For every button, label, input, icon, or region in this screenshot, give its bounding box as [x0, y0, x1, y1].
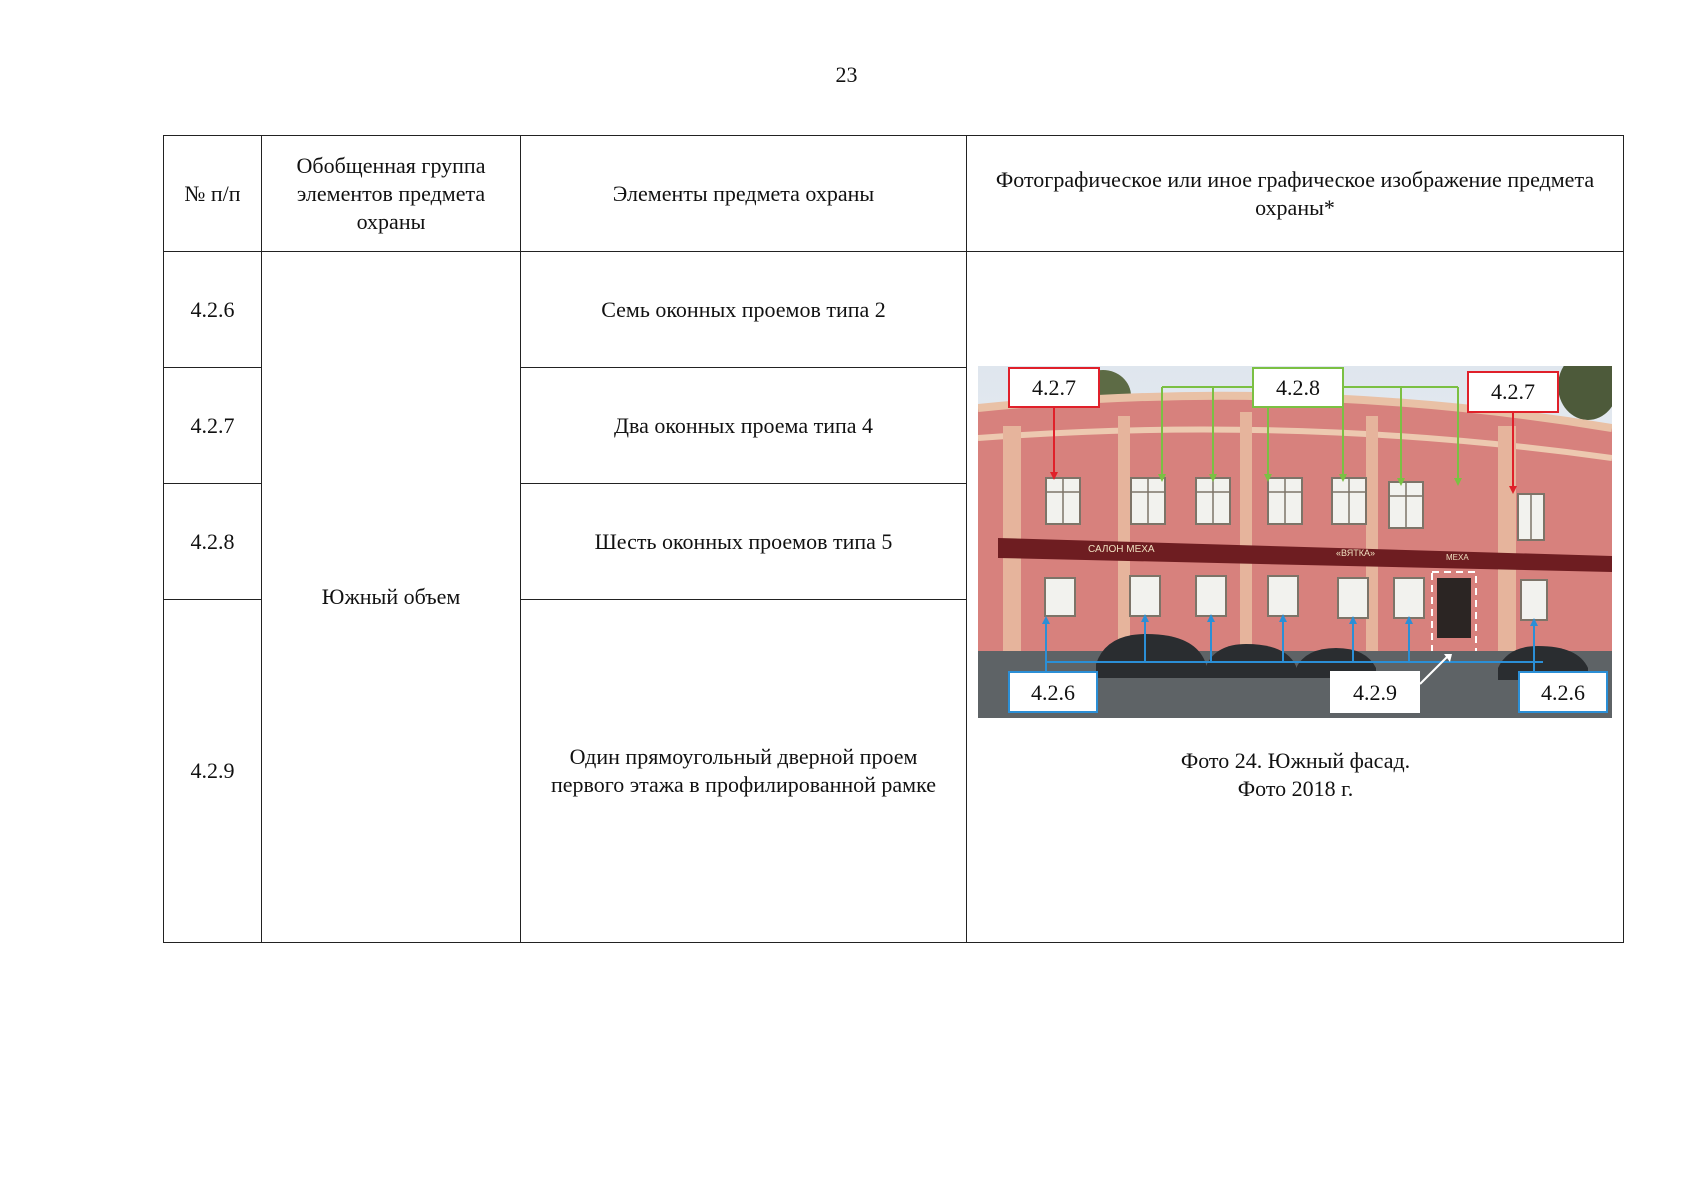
header-num: № п/п — [164, 136, 262, 252]
row-element: Два оконных проема типа 4 — [521, 368, 967, 484]
header-elements: Элементы предмета охраны — [521, 136, 967, 252]
svg-text:4.2.6: 4.2.6 — [1541, 680, 1585, 705]
sign-vyatka: «ВЯТКА» — [1336, 548, 1375, 558]
row-num: 4.2.9 — [164, 600, 262, 943]
page-number: 23 — [835, 62, 858, 87]
svg-text:4.2.6: 4.2.6 — [1031, 680, 1075, 705]
tag-4-2-8 — [1253, 368, 1343, 407]
tag-4-2-9 — [1331, 672, 1419, 712]
svg-text:4.2.7: 4.2.7 — [1491, 379, 1535, 404]
group-cell: Южный объем — [262, 252, 521, 943]
door — [1437, 578, 1471, 638]
sign-meha: МЕХА — [1446, 553, 1469, 562]
svg-text:4.2.9: 4.2.9 — [1353, 680, 1397, 705]
sign-salon: САЛОН МЕХА — [1088, 544, 1155, 555]
image-cell — [967, 252, 1624, 943]
header-image: Фотографическое или иное графическое изображение предмета охраны* — [967, 136, 1624, 252]
row-element: Семь оконных проемов типа 2 — [521, 252, 967, 368]
caption-line-1: Фото 24. Южный фасад. — [1180, 748, 1411, 773]
protection-table — [163, 135, 1624, 943]
tag-4-2-6-right — [1519, 672, 1607, 712]
tag-4-2-6-left — [1009, 672, 1097, 712]
caption-line-2: Фото 2018 г. — [1237, 776, 1354, 801]
facade-photo — [978, 366, 1612, 718]
tag-4-2-7-left — [1009, 368, 1099, 407]
photo-caption — [967, 747, 1624, 803]
svg-text:4.2.7: 4.2.7 — [1032, 375, 1076, 400]
row-num: 4.2.8 — [164, 484, 262, 600]
header-group: Обобщенная группа элементов предмета охраны — [262, 136, 521, 252]
tag-4-2-7-right — [1468, 372, 1558, 412]
row-num: 4.2.6 — [164, 252, 262, 368]
row-element: Один прямоугольный дверной проем первого этажа в профилированной рамке — [521, 600, 967, 943]
svg-text:4.2.8: 4.2.8 — [1276, 375, 1320, 400]
row-num: 4.2.7 — [164, 368, 262, 484]
row-element: Шесть оконных проемов типа 5 — [521, 484, 967, 600]
